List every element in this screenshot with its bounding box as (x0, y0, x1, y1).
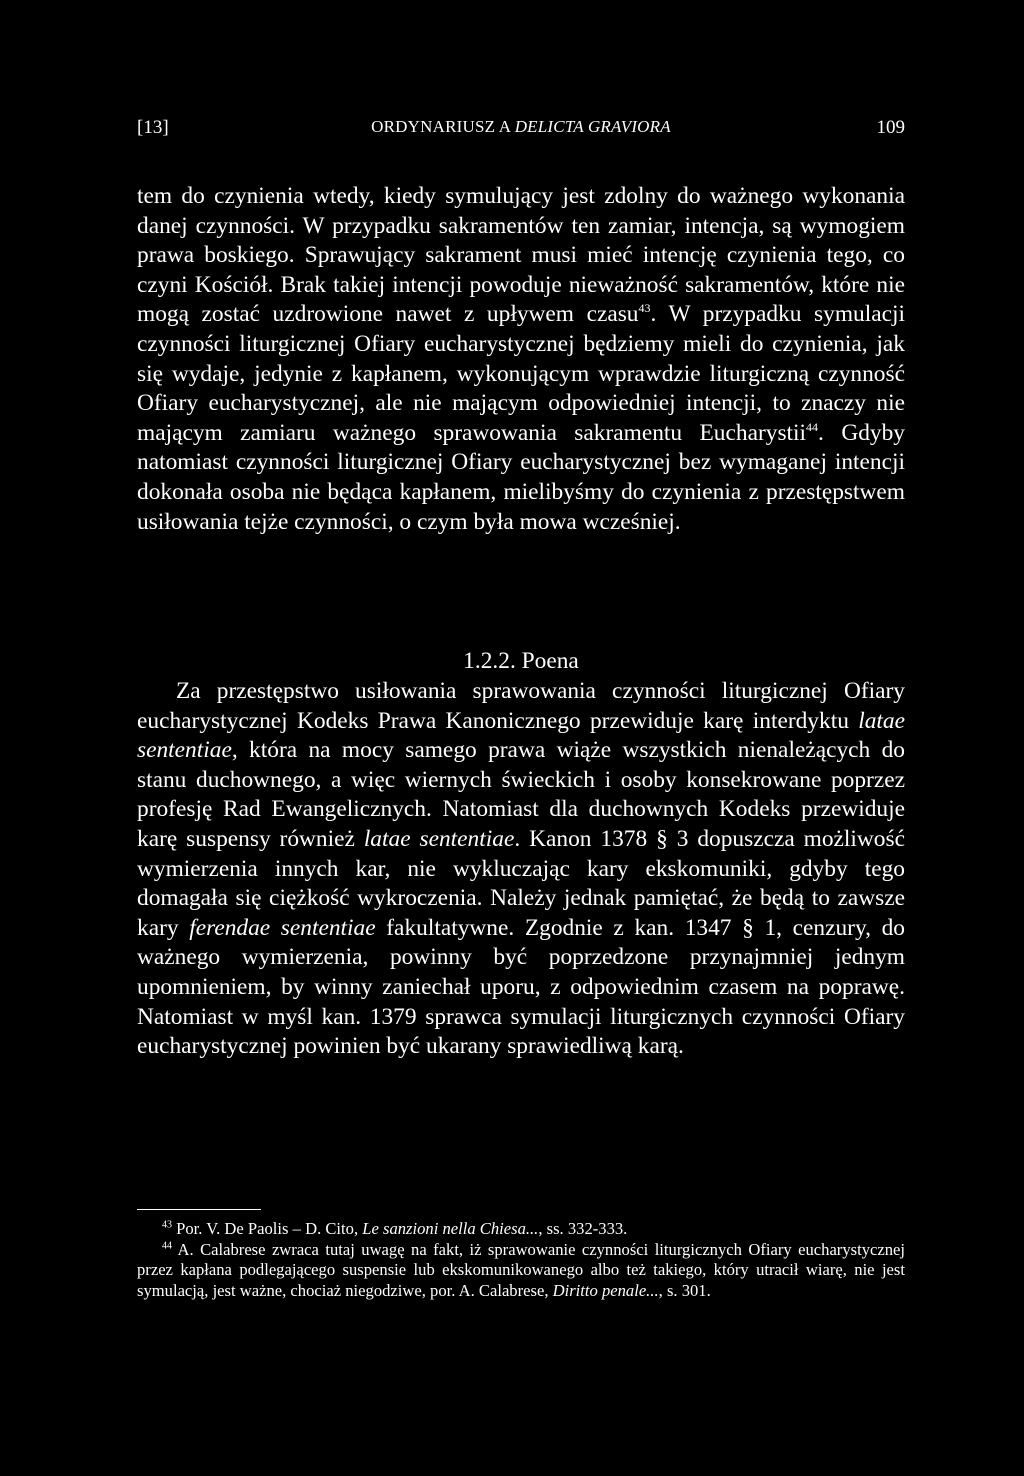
para2-text-b: , która na mocy samego prawa wiąże wszystkich nienależących do stanu duchownego, a więc wiernych świeckich i osoby konsekrowane poprzez profesję Rad Ewangelicznych. Natomiast dla duchownych Kodeks przewiduje karę suspensy również (137, 737, 905, 852)
footnote-text: Por. V. De Paolis – D. Cito, (172, 1219, 363, 1238)
para1-text-b: . W przypadku symulacji czynności liturgicznej Ofiary eucharystycznej będziemy mieli do czynienia, jak się wydaje, jedynie z kapłanem, wykonującym wprawdzie liturgiczną czynność Ofiary eucharystycznej, ale nie mającym odpowiedniej intencji, to znaczy nie mającym zamiaru ważnego sprawowania sakramentu Eucharystii (137, 301, 905, 446)
para2-italic-3: ferendae sententiae (189, 914, 376, 941)
para2-text-a: Za przestępstwo usiłowania sprawowania czynności liturgicznej Ofiary eucharystycznej Kodeks Prawa Kanonicznego przewiduje karę interdyktu (137, 678, 905, 734)
page-header (137, 117, 905, 143)
footnote-ref-43[interactable]: 43 (638, 301, 651, 316)
para1-text-c: . Gdyby natomiast czynności liturgicznej Ofiary eucharystycznej bez wymaganej intencji dokonała osoba nie będąca kapłanem, mielibyśmy do czynienia z przestępstwem usiłowania tejże czynności, o czym była mowa wcześniej. (137, 419, 905, 535)
footnote-number: 44 (162, 1240, 172, 1252)
running-title (137, 117, 905, 137)
para2-text-d: fakultatywne. Zgodnie z kan. 1347 § 1, cenzury, do ważnego wymierzenia, powinny być poprzedzone przynajmniej jednym upomnieniem, by winny zaniechał uporu, z odpowiednim czasem na poprawę. Natomiast w myśl kan. 1379 sprawca symulacji liturgicznych czynności Ofiary eucharystycznej powinien być ukarany sprawiedliwą karą. (137, 914, 905, 1060)
paragraph-2 (137, 677, 905, 1062)
para2-italic-2: latae sententiae (363, 825, 515, 852)
running-title-italic: DELICTA GRAVIORA (514, 117, 671, 136)
section-heading: 1.2.2. Poena (463, 648, 579, 674)
footnote-text: , ss. 332-333. (538, 1219, 628, 1238)
footnote-text: A. Calabrese zwraca tutaj uwagę na fakt, iż sprawowanie czynności liturgicznych Ofiary eucharystycznej przez kapłana podlegającego suspensie lub ekskomunikowanego albo też takiego, który utracił wiarę, nie jest symulacją, jest ważne, chociaż niegodziwe, por. A. Calabrese, (137, 1239, 905, 1300)
footnote-44 (137, 1240, 905, 1302)
footnote-italic: Diritto penale... (552, 1280, 659, 1300)
page-number: 109 (876, 117, 905, 138)
footnote-text: , s. 301. (658, 1280, 711, 1300)
section-ref: [13] (137, 117, 169, 138)
footnote-number: 43 (162, 1219, 172, 1231)
footnote-separator (137, 1209, 261, 1210)
para1-text-a: tem do czynienia wtedy, kiedy symulujący jest zdolny do ważnego wykonania danej czynności. W przypadku sakramentów ten zamiar, intencja, są wymogiem prawa boskiego. Sprawujący sakrament musi mieć intencję czynienia tego, co czyni Kościół. Brak takiej intencji powoduje nieważność sakramentów, które nie mogą zostać uzdrowione nawet z upływem czasu (137, 183, 905, 328)
paragraph-1 (137, 182, 905, 537)
para2-text-c: . Kanon 1378 § 3 dopuszcza możliwość wymierzenia innych kar, nie wykluczając kary ekskomuniki, gdyby tego domagała się ciężkość wykroczenia. Należy jednak pamiętać, że będą to zawsze kary (137, 825, 905, 941)
running-title-plain: ORDYNARIUSZ A (371, 117, 515, 136)
footnote-italic: Le sanzioni nella Chiesa... (362, 1219, 539, 1238)
footnote-ref-44[interactable]: 44 (806, 419, 819, 434)
para2-italic-1: latae sententiae (137, 707, 905, 764)
footnote-43 (137, 1219, 905, 1240)
footnotes (137, 1219, 905, 1301)
